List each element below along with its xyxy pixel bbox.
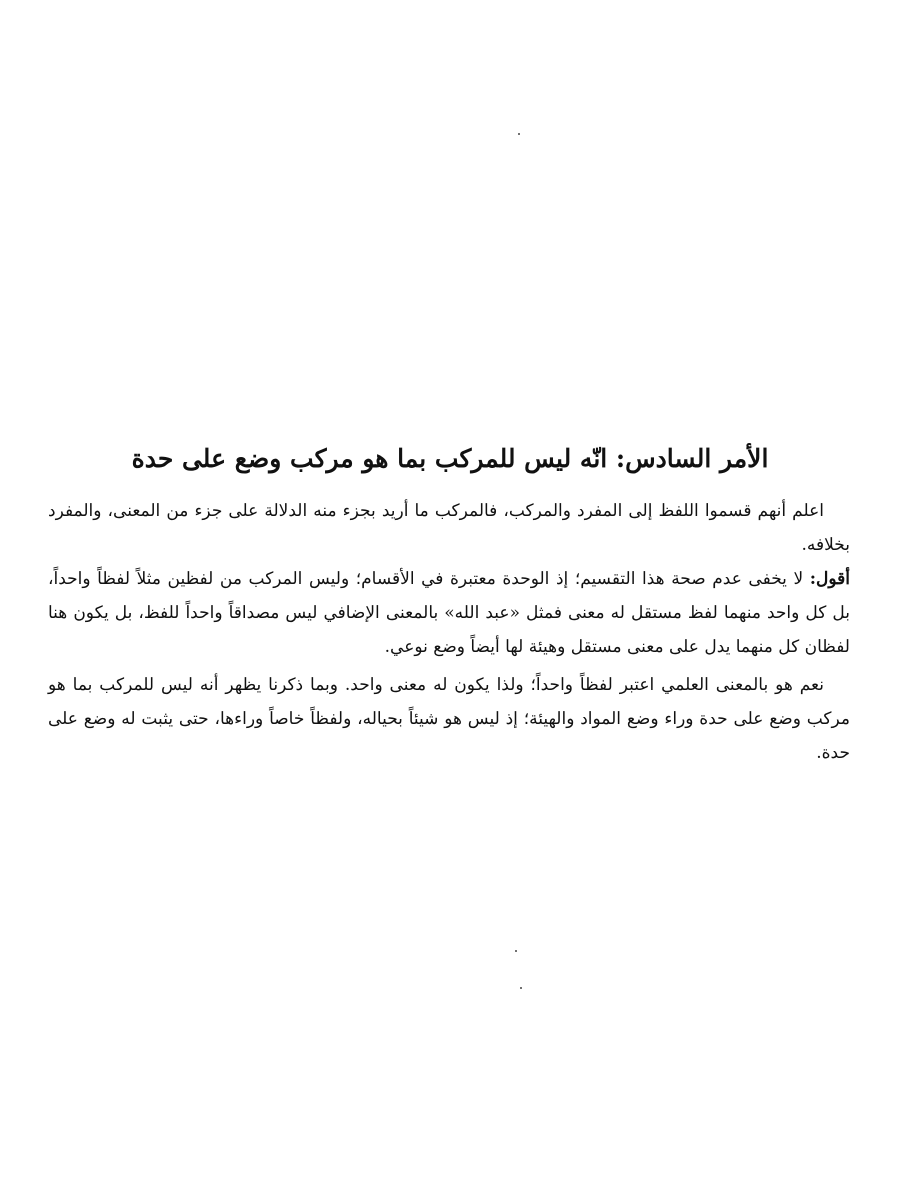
- section-heading: الأمر السادس: انّه ليس للمركب بما هو مركب وضع على حدة: [131, 443, 769, 473]
- paragraph-conclusion: نعم هو بالمعنى العلمي اعتبر لفظاً واحداً؛ ولذا يكون له معنى واحد. وبما ذكرنا يظهر أنه ليس للمركب بما هو مركب وضع على حدة وراء وضع المواد والهيئة؛ إذ ليس هو شيئاً بحياله، ولفظاً خاصاً وراءها، حتى يثبت له وضع على حدة.: [48, 675, 850, 763]
- scan-speck: [515, 950, 517, 952]
- paragraph-intro: اعلم أنهم قسموا اللفظ إلى المفرد والمركب، فالمركب ما أريد بجزء منه الدلالة على جزء من المعنى، والمفرد بخلافه.: [48, 501, 850, 555]
- body-text: [48, 494, 850, 770]
- paragraph-lead: أقول:: [809, 569, 850, 589]
- scan-speck: [518, 133, 520, 135]
- scan-speck: [520, 987, 522, 989]
- paragraph-aqulu: [48, 562, 850, 664]
- paragraph-aqulu-text: لا يخفى عدم صحة هذا التقسيم؛ إذ الوحدة معتبرة في الأقسام؛ وليس المركب من لفظين مثلاً لفظاً واحداً، بل كل واحد منهما لفظ مستقل له معنى فمثل «عبد الله» بالمعنى الإضافي ليس مصداقاً واحداً للفظ، بل يكون هنا لفظان كل منهما يدل على معنى مستقل وهيئة لها أيضاً وضع نوعي.: [48, 569, 850, 657]
